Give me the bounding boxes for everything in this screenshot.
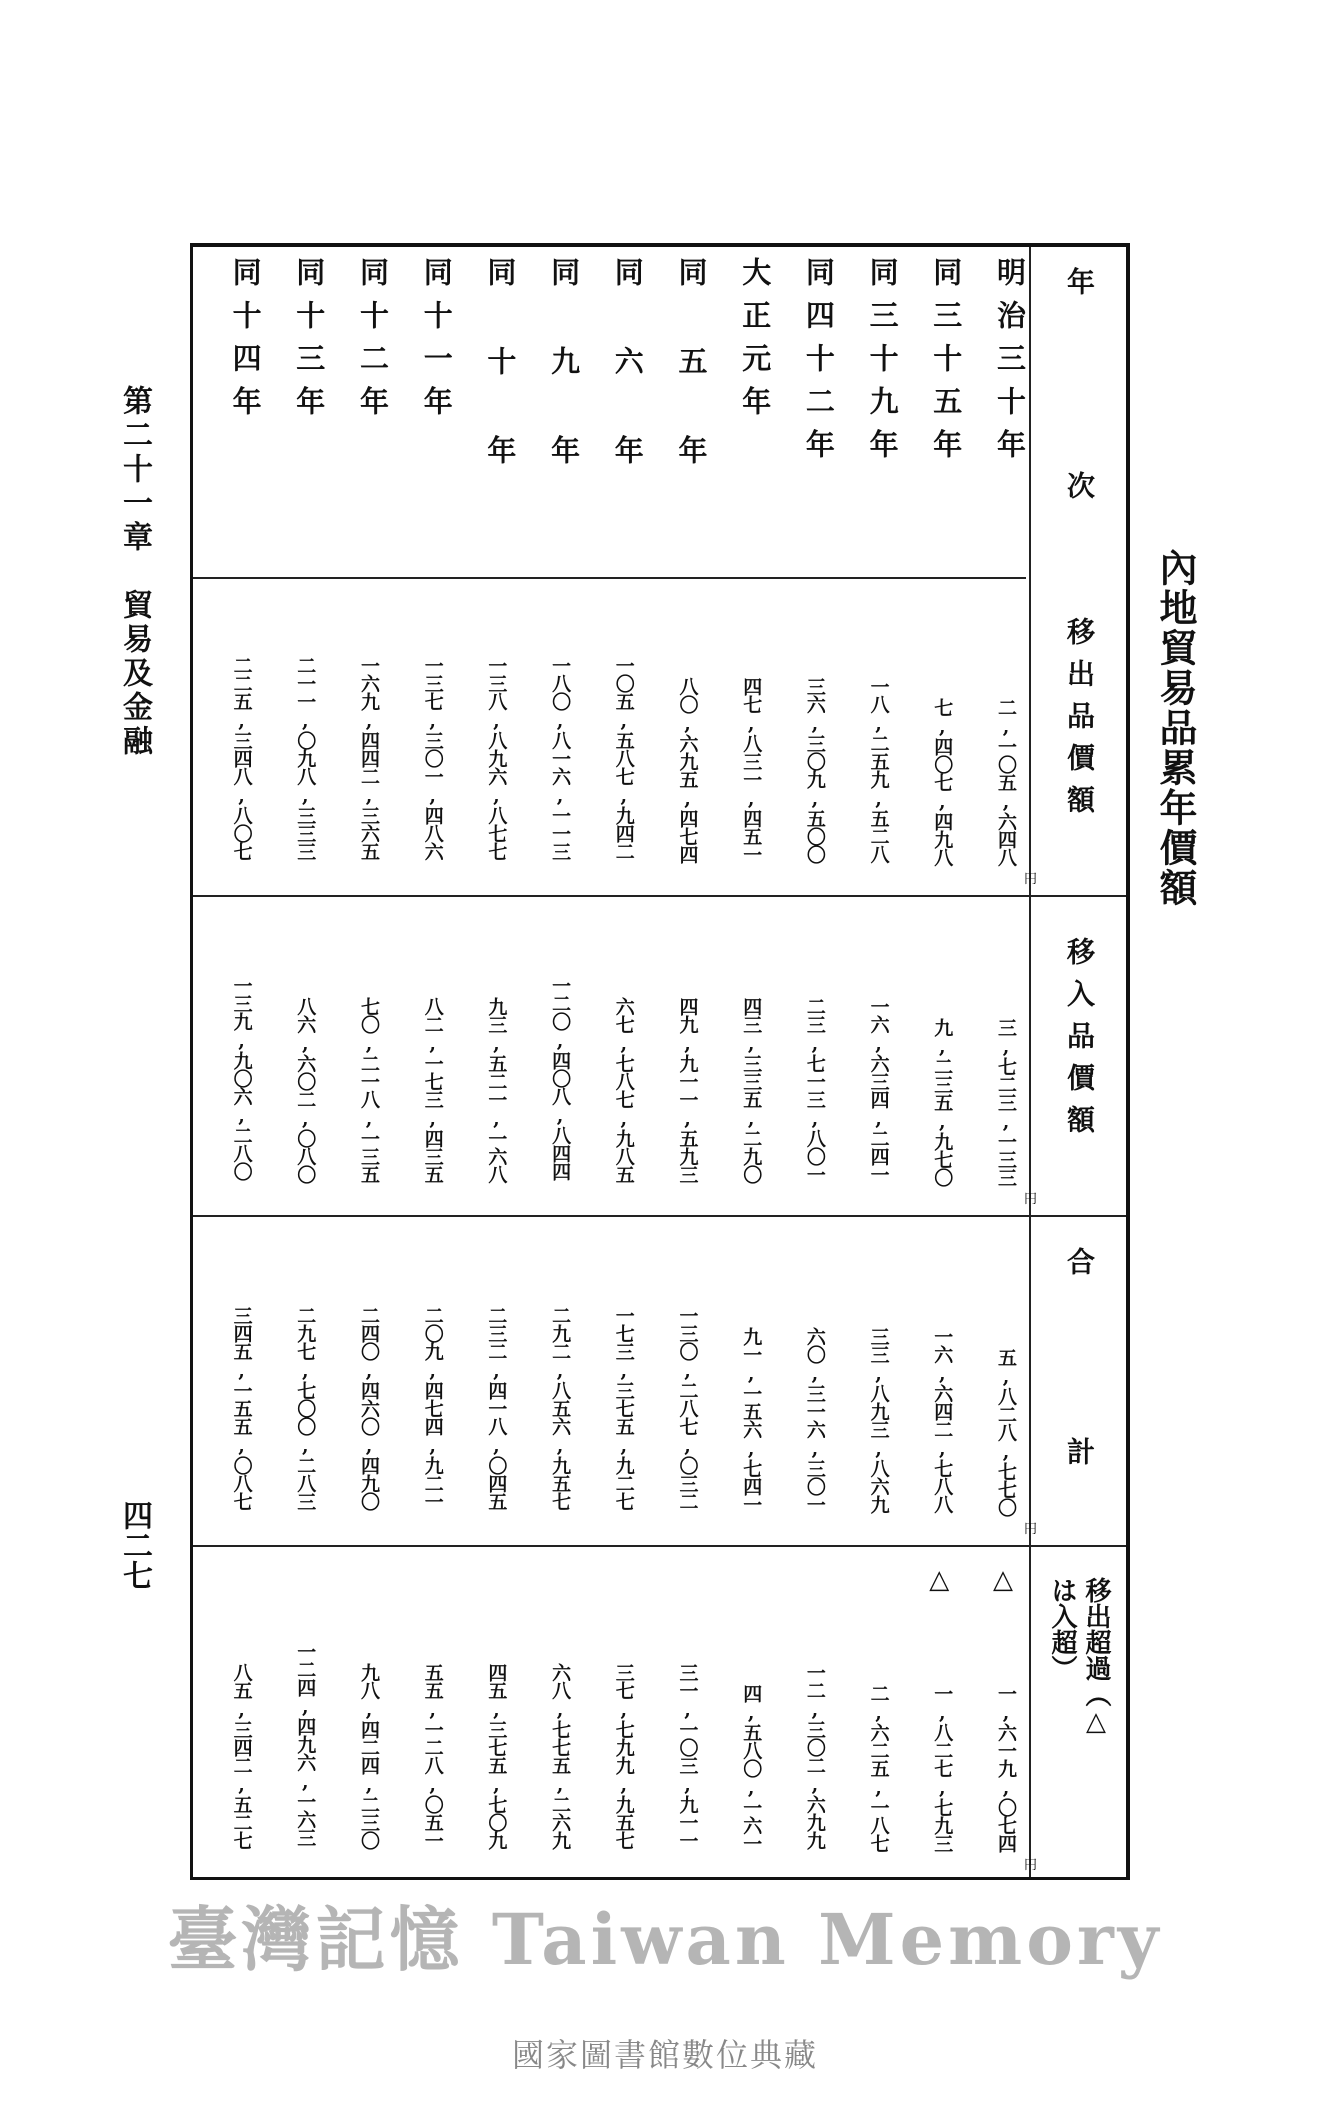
excess-value-cell: 二,六二五,一八七 <box>867 1684 890 1852</box>
header-excess: 移出超過（△は入超） <box>1047 1577 1111 1737</box>
export-value-cell: 二二五,三四八,八〇七 <box>230 656 253 860</box>
export-value-cell: 二,一〇五,六四八 <box>995 698 1017 866</box>
header-column-divider <box>1029 247 1031 1877</box>
year-cell: 同十一年 <box>419 257 454 429</box>
excess-value-cell: 四五,三七五,七〇九 <box>485 1663 508 1849</box>
total-value-cell: 一七三,三七五,九二七 <box>612 1306 635 1510</box>
export-value-cell: 一八,二五九,五二八 <box>867 677 890 863</box>
header-import: 移入品價額 <box>1063 937 1096 1147</box>
import-value-cell: 二三,七一三,八〇一 <box>803 997 826 1183</box>
year-cell: 同六年 <box>610 257 645 524</box>
total-value-cell: 二九七,七〇〇,二八三 <box>294 1306 317 1510</box>
excess-value-cell: 一,八二七,七九三 <box>931 1684 954 1852</box>
total-value-cell: 一六,六四二,七八八 <box>931 1327 954 1513</box>
footer-caption: 國家圖書館數位典藏 <box>511 2036 818 2074</box>
export-value-cell: 八〇,六九五,四七四 <box>676 677 699 863</box>
header-total: 合 計 <box>1063 1247 1096 1475</box>
row-divider-total <box>193 1545 1126 1547</box>
import-value-cell: 九三,五二一,一六八 <box>485 997 508 1183</box>
total-value-cell: 二〇九,四七四,九二一 <box>421 1306 444 1510</box>
import-value-cell: 一三九,九〇六,二八〇 <box>230 976 253 1180</box>
excess-value-cell: 一,六一九,〇七四 <box>995 1684 1017 1852</box>
year-cell: 同十二年 <box>356 257 390 429</box>
export-value-cell: 一八〇,八一六,一一三 <box>549 656 572 860</box>
year-cell: 同十三年 <box>292 257 327 429</box>
export-value-cell: 七,四〇七,四九八 <box>931 698 954 866</box>
total-value-cell: 五,八二八,七七〇 <box>995 1348 1017 1516</box>
excess-value-cell: 五五,一二八,〇五一 <box>421 1663 444 1849</box>
export-value-cell: 二一一,〇九八,三三三 <box>294 656 317 860</box>
import-excess-mark: △ <box>993 1565 1013 1595</box>
total-value-cell: 二九二,八五六,九五七 <box>549 1306 572 1510</box>
export-value-cell: 一六九,四四二,三六五 <box>358 656 380 860</box>
import-value-cell: 九,二三五,九七〇 <box>931 1018 954 1186</box>
unit-label: 円 <box>1024 872 1038 887</box>
watermark: 臺灣記憶 Taiwan Memory <box>167 1898 1163 1981</box>
year-cell: 同三十九年 <box>865 257 900 472</box>
row-divider-year <box>193 577 1026 579</box>
total-value-cell: 三四五,一五五,〇八七 <box>230 1306 253 1510</box>
total-value-cell: 三三,八九三,八六九 <box>867 1327 890 1513</box>
export-value-cell: 一三八,八九六,八七七 <box>485 656 508 860</box>
year-cell: 同九年 <box>547 257 582 524</box>
running-header: 第二十一章 貿易及金融 <box>117 385 152 759</box>
total-value-cell: 一三〇,二八七,〇三二 <box>676 1306 699 1510</box>
export-value-cell: 一〇五,五八七,九四二 <box>612 656 635 860</box>
total-value-cell: 六〇,三一六,三〇一 <box>803 1327 826 1513</box>
row-divider-export <box>193 895 1126 897</box>
import-value-cell: 一六,六三四,二四一 <box>867 997 890 1183</box>
year-cell: 同四十二年 <box>801 257 836 472</box>
import-value-cell: 四三,三三五,二九〇 <box>740 997 763 1183</box>
excess-value-cell: 三一,一〇三,九一一 <box>676 1663 699 1849</box>
year-cell: 明治三十年 <box>993 257 1027 472</box>
excess-value-cell: 九八,四二四,二三〇 <box>358 1663 380 1849</box>
excess-value-cell: 一二四,四九六,一六三 <box>294 1642 317 1846</box>
excess-value-cell: 四,五八〇,一六一 <box>740 1684 763 1852</box>
import-value-cell: 三,七二三,一三三 <box>995 1018 1017 1186</box>
page-number: 四二七 <box>117 1500 152 1590</box>
header-export: 移出品價額 <box>1063 617 1096 827</box>
excess-value-cell: 六八,七七五,二六九 <box>549 1663 572 1849</box>
total-value-cell: 九一,一五六,七四一 <box>740 1327 763 1513</box>
import-value-cell: 八二,一七三,四三五 <box>421 997 444 1183</box>
unit-label: 円 <box>1024 1192 1038 1207</box>
year-cell: 同十年 <box>483 257 518 524</box>
unit-label: 円 <box>1024 1858 1038 1873</box>
year-cell: 同五年 <box>674 257 709 524</box>
import-value-cell: 七〇,二一八,一三五 <box>358 997 380 1183</box>
total-value-cell: 二四〇,四六〇,四九〇 <box>358 1306 380 1510</box>
export-value-cell: 四七,八三一,四五一 <box>740 677 763 863</box>
year-cell: 同三十五年 <box>929 257 964 472</box>
table-title: 內地貿易品累年價額 <box>1153 548 1198 908</box>
header-year: 年 次 <box>1063 267 1096 539</box>
total-value-cell: 二三二,四一八,〇四五 <box>485 1306 508 1510</box>
import-value-cell: 一二〇,四〇八,八四四 <box>549 976 572 1180</box>
row-divider-import <box>193 1215 1126 1217</box>
excess-value-cell: 三七,七九九,九五七 <box>612 1663 635 1849</box>
year-cell: 同十四年 <box>228 257 263 429</box>
excess-value-cell: 八五,三四二,五二七 <box>230 1663 253 1849</box>
import-value-cell: 六七,七八七,九八五 <box>612 997 635 1183</box>
trade-table <box>190 243 1130 1880</box>
export-value-cell: 一三七,三〇一,四八六 <box>421 656 444 860</box>
year-cell: 大正元年 <box>738 257 773 429</box>
import-value-cell: 四九,九一一,五九三 <box>676 997 699 1183</box>
import-value-cell: 八六,六〇二,〇八〇 <box>294 997 317 1183</box>
excess-value-cell: 一二,三〇二,六九九 <box>803 1663 826 1849</box>
unit-label: 円 <box>1024 1522 1038 1537</box>
export-value-cell: 三六,三〇九,五〇〇 <box>803 677 826 863</box>
import-excess-mark: △ <box>929 1565 950 1595</box>
